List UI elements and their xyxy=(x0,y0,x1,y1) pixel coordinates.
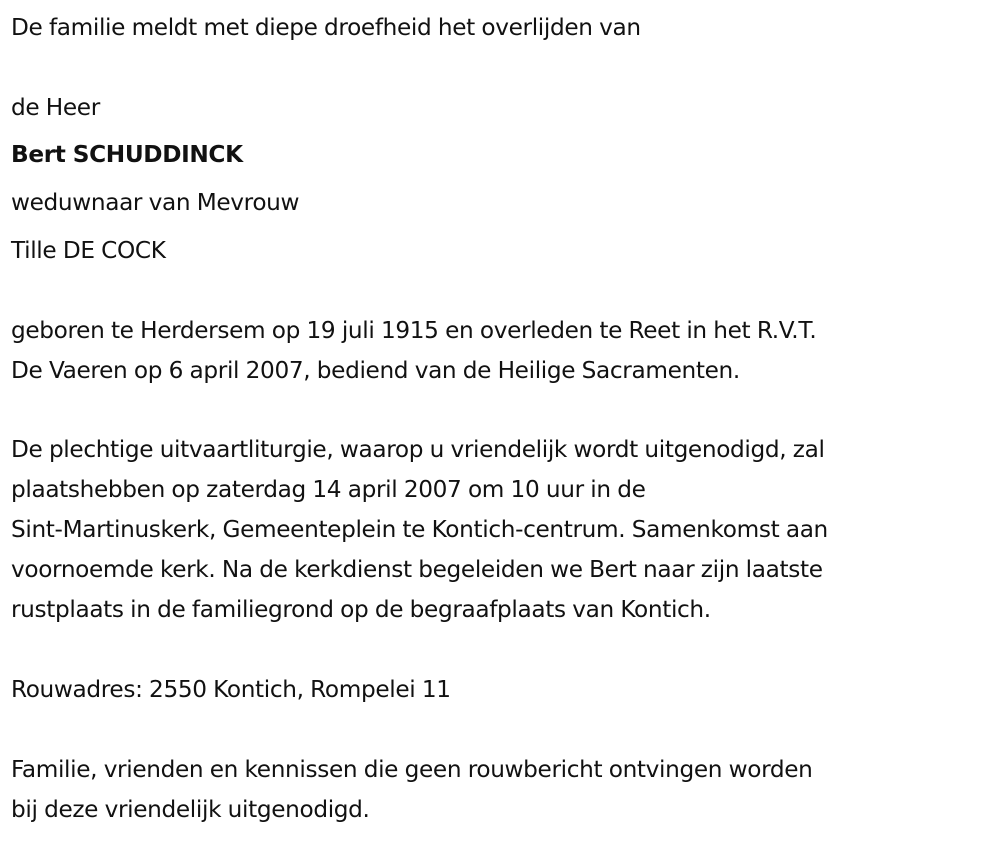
liturgy-line: Sint-Martinuskerk, Gemeenteplein te Kontich-centrum. Samenkomst aan xyxy=(11,516,828,543)
widower-of-text: weduwnaar van Mevrouw xyxy=(11,189,300,216)
closing-paragraph xyxy=(11,750,812,830)
birth-death-line: De Vaeren op 6 april 2007, bediend van de Heilige Sacramenten. xyxy=(11,357,740,384)
birth-death-paragraph xyxy=(11,311,816,391)
intro-text: De familie meldt met diepe droefheid het overlijden van xyxy=(11,14,641,41)
closing-line: bij deze vriendelijk uitgenodigd. xyxy=(11,796,370,823)
liturgy-line: plaatshebben op zaterdag 14 april 2007 om 10 uur in de xyxy=(11,476,646,503)
liturgy-line: rustplaats in de familiegrond op de begraafplaats van Kontich. xyxy=(11,596,711,623)
birth-death-line: geboren te Herdersem op 19 juli 1915 en overleden te Reet in het R.V.T. xyxy=(11,317,817,344)
spouse-name: Tille DE COCK xyxy=(11,237,166,264)
liturgy-paragraph xyxy=(11,430,828,630)
liturgy-line: De plechtige uitvaartliturgie, waarop u vriendelijk wordt uitgenodigd, zal xyxy=(11,436,825,463)
mourning-address: Rouwadres: 2550 Kontich, Rompelei 11 xyxy=(11,676,451,703)
honorific-title: de Heer xyxy=(11,94,100,121)
deceased-name: Bert SCHUDDINCK xyxy=(11,141,243,168)
liturgy-line: voornoemde kerk. Na de kerkdienst begeleiden we Bert naar zijn laatste xyxy=(11,556,823,583)
closing-line: Familie, vrienden en kennissen die geen rouwbericht ontvingen worden xyxy=(11,756,813,783)
